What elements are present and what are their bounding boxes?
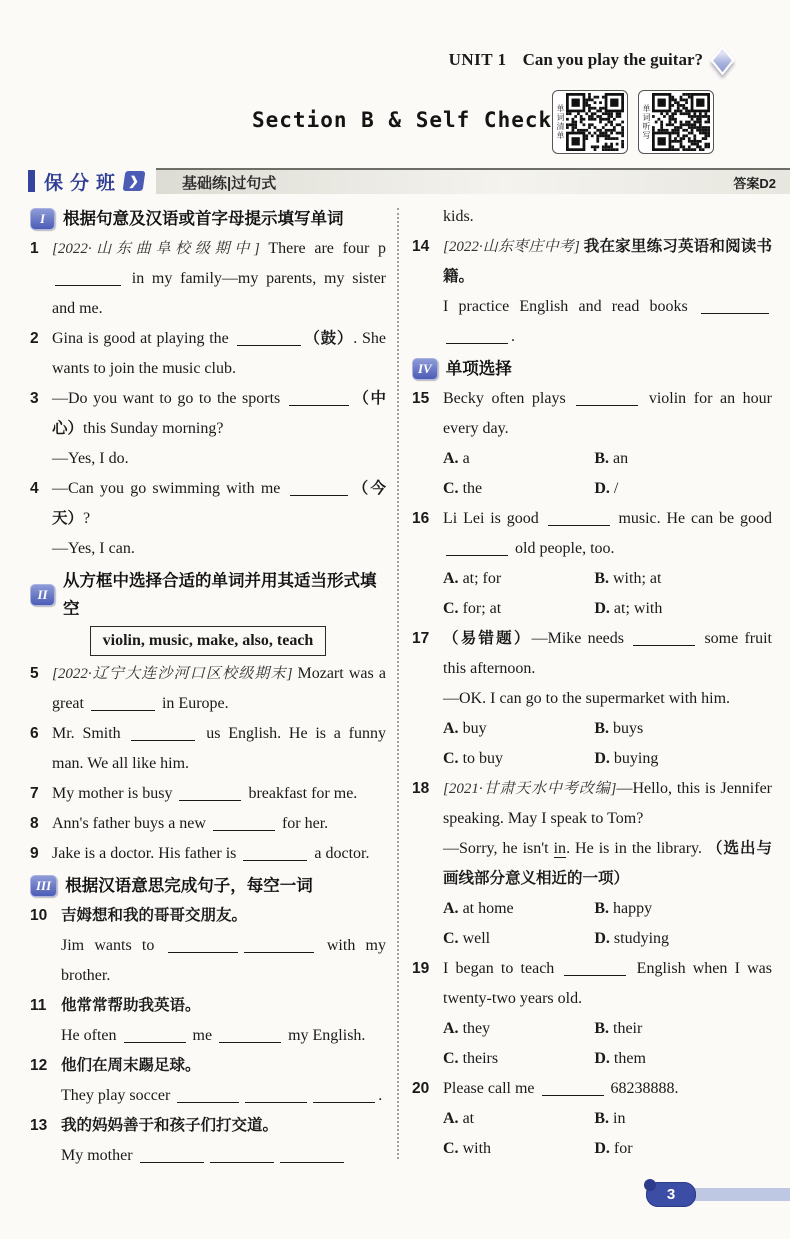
item-number: 3 — [30, 390, 39, 407]
options-grid — [443, 564, 772, 624]
text-segment: 他常常帮助我英语。 — [61, 997, 201, 1014]
exercise-item — [412, 624, 772, 774]
blank-field — [177, 1086, 239, 1103]
band-accent-bar — [28, 170, 35, 192]
option — [594, 1134, 772, 1164]
blank-field — [210, 1146, 274, 1163]
item-number: 12 — [30, 1057, 48, 1074]
option — [594, 564, 772, 594]
qr-code-icon — [566, 93, 624, 151]
text-segment: —Sorry, he isn't — [443, 840, 554, 857]
qr-group — [552, 90, 714, 154]
text-segment: . — [378, 1087, 383, 1104]
exercise-item — [30, 809, 386, 839]
program-name: 保分班 — [44, 172, 123, 194]
text-segment: （易错题） — [443, 630, 532, 647]
option-letter: B. — [594, 720, 613, 737]
exercise-item — [412, 954, 772, 1074]
item-number: 13 — [30, 1117, 48, 1134]
option-letter: D. — [594, 480, 614, 497]
item-number: 16 — [412, 510, 430, 527]
option-text: at — [462, 1110, 475, 1127]
blank-field — [548, 509, 610, 526]
exercise-item — [412, 504, 772, 624]
text-segment: old people, too. — [511, 540, 615, 557]
blank-field — [213, 814, 275, 831]
option-letter: A. — [443, 1020, 463, 1037]
blank-field — [313, 1086, 375, 1103]
option-letter: C. — [443, 480, 463, 497]
option — [594, 714, 772, 744]
text-segment: English when I was twenty-two years old. — [443, 960, 772, 1007]
section-badge: III — [30, 875, 57, 897]
text-segment: I began to teach — [443, 960, 562, 977]
section-badge: IV — [412, 358, 438, 380]
option — [594, 1104, 772, 1134]
text-segment: I practice English and read books — [443, 298, 698, 315]
item-body — [443, 624, 772, 774]
text-segment: Jake is a doctor. His father is — [52, 845, 241, 862]
option — [594, 474, 772, 504]
text-segment: us English. He is a funny man. We all like him. — [52, 725, 387, 772]
exercise-item — [30, 474, 386, 564]
text-segment: this Sunday morning? — [83, 420, 224, 437]
option — [594, 894, 772, 924]
item-body — [52, 719, 386, 779]
option-text: at; with — [613, 600, 663, 617]
options-grid — [443, 1014, 772, 1074]
option — [443, 474, 594, 504]
options-grid — [443, 714, 772, 774]
blank-field — [542, 1079, 604, 1096]
options-grid — [443, 1104, 772, 1164]
item-number: 4 — [30, 480, 39, 497]
text-segment: [2022·辽宁大连沙河口区校级期末] — [52, 666, 298, 682]
content-columns — [30, 202, 772, 1183]
item-number: 14 — [412, 238, 430, 255]
option-text: theirs — [462, 1050, 499, 1067]
item-number: 10 — [30, 907, 48, 924]
text-segment: . — [511, 328, 515, 345]
option-letter: B. — [594, 570, 613, 587]
qr-label: 单词听写 — [642, 104, 651, 140]
blank-field — [140, 1146, 204, 1163]
blank-field — [701, 297, 769, 314]
option-text: happy — [613, 900, 653, 917]
option-text: buy — [462, 720, 487, 737]
option — [443, 894, 594, 924]
blank-field — [280, 1146, 344, 1163]
item-number: 15 — [412, 390, 430, 407]
text-segment: 我的妈妈善于和孩子们打交道。 — [61, 1117, 279, 1134]
option-letter: A. — [443, 570, 463, 587]
option-text: at; for — [462, 570, 502, 587]
item-body — [443, 1074, 772, 1164]
word-bank: violin, music, make, also, teach — [90, 626, 327, 656]
blank-field — [446, 327, 508, 344]
option-text: in — [613, 1110, 626, 1127]
text-segment: —Mike needs — [531, 630, 631, 647]
section-heading-title: 根据汉语意思完成句子，每空一词 — [65, 877, 313, 895]
option-text: buying — [613, 750, 659, 767]
text-segment: . She wants to join the music club. — [52, 330, 387, 377]
text-segment: Mr. Smith — [52, 725, 129, 742]
blank-field — [131, 724, 195, 741]
item-number: 19 — [412, 960, 430, 977]
item-number: 6 — [30, 725, 39, 742]
option-letter: A. — [443, 450, 463, 467]
unit-label: UNIT 1 — [448, 50, 507, 69]
option — [443, 744, 594, 774]
band-subtitle: 基础练|过句式 — [182, 174, 277, 192]
qr-label: 单词清单 — [556, 104, 565, 140]
text-segment: —Do you want to go to the sports — [52, 390, 286, 407]
text-segment: in Europe. — [157, 695, 229, 712]
option-letter: C. — [443, 930, 463, 947]
exercise-item — [30, 991, 386, 1051]
text-segment: My mother — [61, 1147, 137, 1164]
option-text: they — [462, 1020, 491, 1037]
option-text: their — [613, 1020, 643, 1037]
item-body — [61, 1051, 386, 1111]
text-segment: Jim wants to — [61, 937, 165, 954]
text-segment: me — [188, 1027, 217, 1044]
exercise-item — [412, 384, 772, 504]
exercise-item — [412, 232, 772, 352]
blank-field — [237, 329, 301, 346]
item-body — [52, 384, 386, 474]
item-body — [52, 474, 386, 564]
text-segment: with my brother. — [61, 937, 387, 984]
item-body — [61, 991, 386, 1051]
text-segment: Gina is good at playing the — [52, 330, 234, 347]
blank-field — [576, 389, 638, 406]
exercise-item — [412, 1074, 772, 1164]
item-number: 2 — [30, 330, 39, 347]
exercise-item — [30, 1111, 386, 1171]
option-text: them — [613, 1050, 646, 1067]
text-segment: violin for an hour every day. — [443, 390, 772, 437]
qr-unit-dictation — [638, 90, 714, 154]
item-body — [443, 954, 772, 1074]
item-number: 17 — [412, 630, 430, 647]
blank-field — [243, 844, 307, 861]
text-segment: He often — [61, 1027, 121, 1044]
section-heading-title: 单项选择 — [445, 360, 512, 378]
text-segment: Becky often plays — [443, 390, 574, 407]
text-segment: They play soccer — [61, 1087, 175, 1104]
text-segment: [2022·山东曲阜校级期中] — [52, 241, 269, 257]
option-letter: A. — [443, 720, 463, 737]
option — [443, 1104, 594, 1134]
text-segment: some fruit this afternoon. — [443, 630, 772, 677]
band-strip — [156, 168, 790, 194]
text-segment: （鼓） — [303, 330, 354, 347]
text-segment: in — [553, 840, 567, 857]
text-segment: Please call me — [443, 1080, 539, 1097]
text-segment: in my family—my parents, my sister and me. — [52, 270, 386, 317]
page-number: 3 — [666, 1186, 676, 1203]
item-body — [443, 504, 772, 624]
page-number-badge — [646, 1182, 696, 1207]
continuation-line: kids. — [443, 208, 474, 225]
option-text: for — [613, 1140, 633, 1157]
exercise-item — [30, 324, 386, 384]
program-band — [28, 166, 790, 196]
option-text: for; at — [462, 600, 502, 617]
option-text: at home — [462, 900, 514, 917]
option-text: buys — [613, 720, 644, 737]
blank-field — [633, 629, 695, 646]
text-segment: breakfast for me. — [244, 785, 358, 802]
option-text: the — [462, 480, 483, 497]
section-heading — [30, 567, 386, 623]
option-letter: D. — [594, 750, 614, 767]
text-segment: for her. — [277, 815, 329, 832]
text-segment: ? — [83, 510, 91, 527]
item-body — [443, 384, 772, 504]
blank-field — [91, 694, 155, 711]
footer-bar — [682, 1188, 790, 1201]
option — [443, 714, 594, 744]
title-row — [0, 88, 790, 160]
option-letter: C. — [443, 750, 463, 767]
exercise-item — [30, 659, 386, 719]
item-body — [52, 839, 386, 869]
option — [443, 1134, 594, 1164]
item-number: 5 — [30, 665, 39, 682]
item-body — [61, 901, 386, 991]
text-segment: My mother is busy — [52, 785, 177, 802]
exercise-item — [30, 719, 386, 779]
section-heading — [30, 872, 386, 900]
item-body — [52, 779, 386, 809]
blank-field — [124, 1026, 186, 1043]
option-text: to buy — [462, 750, 504, 767]
option-text: studying — [613, 930, 670, 947]
exercise-item — [30, 1051, 386, 1111]
text-segment: 68238888. — [606, 1080, 679, 1097]
option — [594, 594, 772, 624]
option-text: with; at — [613, 570, 662, 587]
diamond-icon — [710, 45, 734, 75]
qr-unit-wordlist — [552, 90, 628, 154]
text-segment: —Hello, this is Jennifer speaking. May I speak to Tom? — [443, 780, 772, 827]
section-heading — [412, 355, 772, 383]
text-segment: . He is in the library. — [566, 840, 707, 857]
option — [594, 924, 772, 954]
option-text: well — [462, 930, 491, 947]
option — [443, 1014, 594, 1044]
exercise-item — [30, 779, 386, 809]
section-badge: I — [30, 208, 55, 230]
page-footer — [646, 1182, 790, 1207]
text-segment: 吉姆想和我的哥哥交朋友。 — [61, 907, 248, 924]
exercise-item — [30, 901, 386, 991]
item-body — [52, 324, 386, 384]
text-segment: —OK. I can go to the supermarket with him. — [443, 690, 731, 707]
blank-field — [289, 389, 349, 406]
exercise-item — [30, 384, 386, 474]
text-segment: [2021·甘肃天水中考改编] — [443, 781, 617, 797]
option-letter: C. — [443, 1140, 463, 1157]
text-segment: —Can you go swimming with me — [52, 480, 287, 497]
answer-reference: 答案D2 — [733, 175, 776, 191]
item-number: 20 — [412, 1080, 430, 1097]
option — [594, 1014, 772, 1044]
text-segment: （今天） — [52, 480, 386, 527]
option-letter: D. — [594, 1050, 614, 1067]
option-letter: A. — [443, 900, 463, 917]
item-body — [52, 809, 386, 839]
blank-field — [564, 959, 626, 976]
blank-field — [168, 936, 238, 953]
item-number: 11 — [30, 997, 47, 1014]
options-grid — [443, 894, 772, 954]
word-bank-wrap — [30, 626, 386, 656]
exercise-item — [30, 234, 386, 324]
text-segment: （中心） — [52, 390, 386, 437]
item-number: 18 — [412, 780, 430, 797]
text-segment: There are four p — [268, 240, 386, 257]
text-segment: my English. — [284, 1027, 366, 1044]
option-letter: A. — [443, 1110, 463, 1127]
blank-field — [290, 479, 348, 496]
option — [443, 924, 594, 954]
option-letter: B. — [594, 1020, 613, 1037]
blank-field — [244, 936, 314, 953]
exercise-item — [30, 839, 386, 869]
exercise-item — [412, 774, 772, 954]
section-heading-title: 从方框中选择合适的单词并用其适当形式填空 — [63, 572, 377, 618]
option-letter: C. — [443, 600, 463, 617]
text-segment: a doctor. — [310, 845, 370, 862]
option-text: with — [462, 1140, 492, 1157]
page-title: Section B & Self Check — [252, 108, 553, 132]
text-segment: Li Lei is good — [443, 510, 545, 527]
section-heading-title: 根据句意及汉语或首字母提示填写单词 — [63, 210, 344, 228]
item-body — [443, 232, 772, 352]
options-grid — [443, 444, 772, 504]
option-letter: D. — [594, 600, 614, 617]
option-text: / — [613, 480, 619, 497]
blank-field — [446, 539, 508, 556]
option — [443, 594, 594, 624]
option-letter: D. — [594, 930, 614, 947]
option-letter: C. — [443, 1050, 463, 1067]
option-text: an — [613, 450, 629, 467]
option — [443, 564, 594, 594]
item-body — [443, 774, 772, 954]
left-column — [30, 202, 386, 1183]
qr-code-icon — [652, 93, 710, 151]
option-letter: B. — [594, 450, 613, 467]
text-segment: —Yes, I can. — [52, 540, 135, 557]
text-segment: 他们在周末踢足球。 — [61, 1057, 201, 1074]
unit-title: Can you play the guitar? — [522, 50, 703, 69]
option-letter: D. — [594, 1140, 614, 1157]
text-segment: Ann's father buys a new — [52, 815, 210, 832]
option — [443, 1044, 594, 1074]
option — [594, 1044, 772, 1074]
option — [443, 444, 594, 474]
unit-header — [449, 50, 732, 70]
text-segment: 我在家里练习英语和阅读书籍。 — [443, 238, 772, 285]
right-column — [412, 202, 772, 1183]
option-letter: B. — [594, 1110, 613, 1127]
blank-field — [179, 784, 241, 801]
option-letter: B. — [594, 900, 613, 917]
text-segment: music. He can be good — [612, 510, 772, 527]
column-divider — [397, 208, 399, 1159]
item-body — [52, 234, 386, 324]
item-number: 7 — [30, 785, 39, 802]
item-number: 8 — [30, 815, 39, 832]
option-text: a — [462, 450, 470, 467]
blank-field — [219, 1026, 281, 1043]
item-body — [52, 659, 386, 719]
item-number: 9 — [30, 845, 39, 862]
arrow-icon: ❯ — [123, 171, 146, 191]
section-heading — [30, 205, 386, 233]
section-badge: II — [30, 584, 55, 606]
option — [594, 744, 772, 774]
text-segment: （选出与画线部分意义相近的一项） — [443, 840, 772, 887]
text-segment: [2022·山东枣庄中考] — [443, 239, 584, 255]
text-segment: —Yes, I do. — [52, 450, 129, 467]
blank-field — [245, 1086, 307, 1103]
item-body — [61, 1111, 386, 1171]
blank-field — [55, 269, 121, 286]
item-number: 1 — [30, 240, 39, 257]
text-segment: Mozart was a great — [52, 665, 386, 712]
option — [594, 444, 772, 474]
